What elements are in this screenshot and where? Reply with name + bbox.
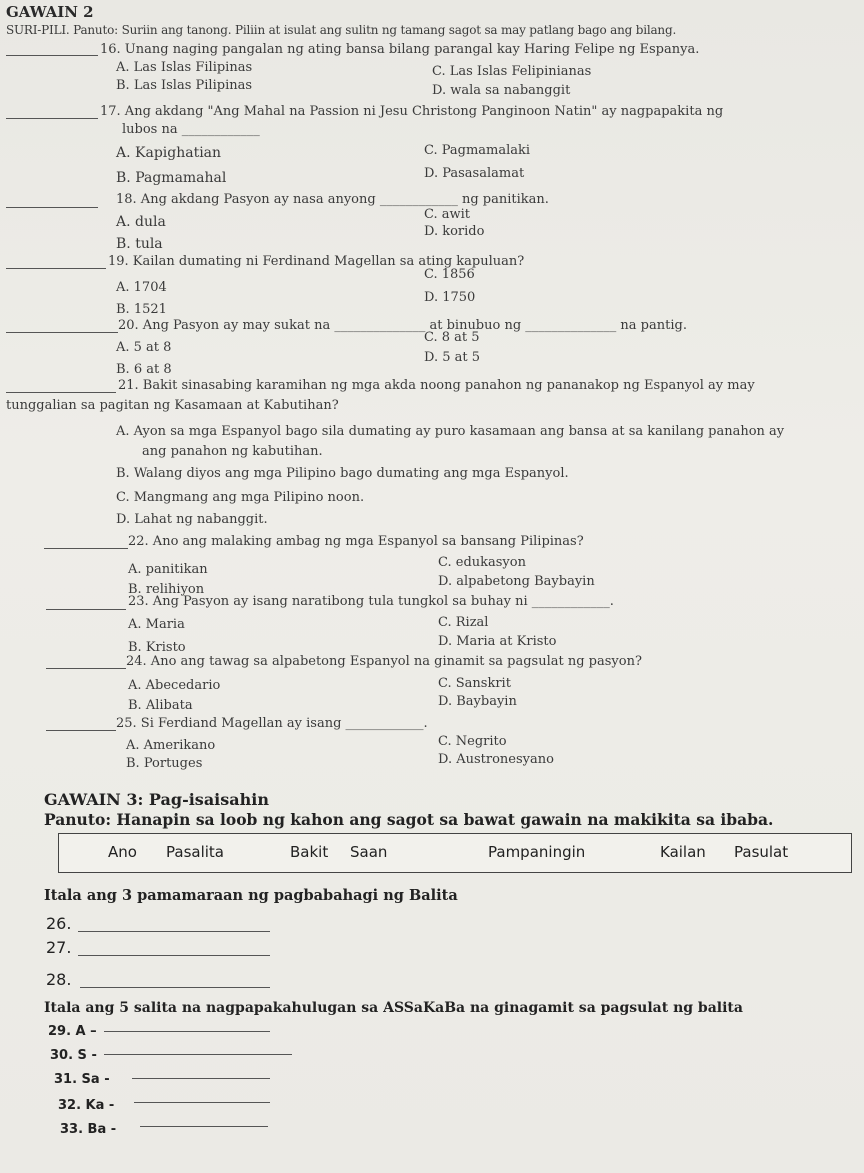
word-box-item-pasalita: Pasalita [166,843,224,861]
choice-22c: C. edukasyon [438,555,526,570]
choice-16a: A. Las Islas Filipinas [116,60,253,75]
answer-blank-24[interactable] [46,668,126,669]
question-16: 16. Unang naging pangalan ng ating bansa bilang parangal kay Haring Felipe ng Espanya. [100,42,700,57]
sub-instruction-2: Itala ang 5 salita na nagpapakahulugan sa ASSaKaBa na ginagamit sa pagsulat ng balita [44,1000,743,1016]
word-box-item-saan: Saan [350,843,388,861]
item-30: 30. S - [50,1048,97,1063]
choice-18a: A. dula [116,214,166,230]
answer-line-26[interactable] [78,931,270,932]
question-21: 21. Bakit sinasabing karamihan ng mga akda noong panahon ng pananakop ng Espanyol ay may [118,378,755,393]
answer-blank-17[interactable] [6,118,98,119]
choice-19b: B. 1521 [116,302,167,317]
choice-22d: D. alpabetong Baybayin [438,574,595,589]
answer-line-32[interactable] [134,1102,270,1103]
question-19: 19. Kailan dumating ni Ferdinand Magellan sa ating kapuluan? [108,254,525,269]
choice-18c: C. awit [424,207,471,222]
answer-line-30[interactable] [104,1054,292,1055]
question-24: 24. Ano ang tawag sa alpabetong Espanyol na ginamit sa pagsulat ng pasyon? [126,654,642,669]
choice-23a: A. Maria [128,617,185,632]
choice-23c: C. Rizal [438,615,489,630]
question-23: 23. Ang Pasyon ay isang naratibong tula tungkol sa buhay ni ____________. [128,594,614,609]
answer-blank-21[interactable] [6,392,116,393]
choice-19c: C. 1856 [424,267,475,282]
word-box-item-ano: Ano [108,843,137,861]
word-box-item-pampaningin: Pampaningin [488,843,586,861]
choice-17a: A. Kapighatian [116,145,222,161]
item-27: 27. [46,938,72,957]
choice-21a-cont: ang panahon ng kabutihan. [142,444,323,459]
choice-18b: B. tula [116,236,163,252]
choice-21b: B. Walang diyos ang mga Pilipino bago dumating ang mga Espanyol. [116,466,569,481]
answer-blank-23[interactable] [46,609,126,610]
choice-21d: D. Lahat ng nabanggit. [116,512,268,527]
choice-24d: D. Baybayin [438,694,517,709]
question-22: 22. Ano ang malaking ambag ng mga Espanyol sa bansang Pilipinas? [128,534,584,549]
instruction-text: SURI-PILI. Panuto: Suriin ang tanong. Piliin at isulat ang sulitn ng tamang sagot sa may patlang bago ang bilang. [6,23,677,37]
answer-blank-22[interactable] [44,548,128,549]
choice-22a: A. panitikan [128,562,208,577]
answer-line-29[interactable] [104,1031,270,1032]
choice-25b: B. Portuges [126,756,203,771]
choice-23b: B. Kristo [128,640,186,655]
answer-line-28[interactable] [80,987,270,988]
question-21-cont: tunggalian sa pagitan ng Kasamaan at Kabutihan? [6,398,339,413]
choice-20d: D. 5 at 5 [424,350,481,365]
item-31: 31. Sa - [54,1072,110,1087]
choice-16d: D. wala sa nabanggit [432,83,571,98]
choice-16c: C. Las Islas Felipinianas [432,64,592,79]
section3-instruction: Panuto: Hanapin sa loob ng kahon ang sagot sa bawat gawain na makikita sa ibaba. [44,810,774,829]
question-18: 18. Ang akdang Pasyon ay nasa anyong ____________ ng panitikan. [116,192,549,207]
choice-24a: A. Abecedario [128,678,221,693]
choice-21a: A. Ayon sa mga Espanyol bago sila dumating ay puro kasamaan ang bansa at sa kanilang panahon ay [116,424,785,439]
choice-25d: D. Austronesyano [438,752,554,767]
answer-blank-25[interactable] [46,730,116,731]
item-33: 33. Ba - [60,1122,117,1137]
item-28: 28. [46,970,72,989]
choice-25a: A. Amerikano [126,738,216,753]
word-box-item-bakit: Bakit [290,843,329,861]
answer-line-27[interactable] [78,955,270,956]
choice-22b: B. relihiyon [128,582,205,597]
choice-24b: B. Alibata [128,698,193,713]
question-17: 17. Ang akdang "Ang Mahal na Passion ni Jesu Christong Panginoon Natin" ay nagpapakita ng [100,104,724,119]
answer-blank-20[interactable] [6,332,118,333]
question-20: 20. Ang Pasyon ay may sukat na ______________ at binubuo ng ______________ na pantig. [118,318,687,333]
question-17-cont: lubos na ____________ [122,122,260,137]
choice-19a: A. 1704 [116,280,167,295]
choice-19d: D. 1750 [424,290,476,305]
answer-blank-18[interactable] [6,207,98,208]
choice-20a: A. 5 at 8 [116,340,172,355]
choice-24c: C. Sanskrit [438,676,511,691]
choice-23d: D. Maria at Kristo [438,634,557,649]
answer-line-33[interactable] [140,1126,268,1127]
item-26: 26. [46,914,72,933]
choice-18d: D. korido [424,224,485,239]
choice-17c: C. Pagmamalaki [424,143,531,158]
choice-21c: C. Mangmang ang mga Pilipino noon. [116,490,365,505]
word-box-item-kailan: Kailan [660,843,706,861]
section3-title: GAWAIN 3: Pag-isaisahin [44,790,269,809]
answer-blank-19[interactable] [6,268,106,269]
choice-17d: D. Pasasalamat [424,166,525,181]
choice-20b: B. 6 at 8 [116,362,172,377]
question-25: 25. Si Ferdiand Magellan ay isang ____________. [116,716,428,731]
answer-line-31[interactable] [132,1078,270,1079]
section-header: GAWAIN 2 [6,3,94,21]
choice-17b: B. Pagmamahal [116,170,227,186]
word-box-item-pasulat: Pasulat [734,843,789,861]
item-29: 29. A – [48,1024,97,1039]
choice-25c: C. Negrito [438,734,507,749]
sub-instruction-1: Itala ang 3 pamamaraan ng pagbabahagi ng Balita [44,887,458,904]
choice-20c: C. 8 at 5 [424,330,480,345]
item-32: 32. Ka - [58,1098,115,1113]
answer-blank-16[interactable] [6,55,98,56]
choice-16b: B. Las Islas Pilipinas [116,78,253,93]
